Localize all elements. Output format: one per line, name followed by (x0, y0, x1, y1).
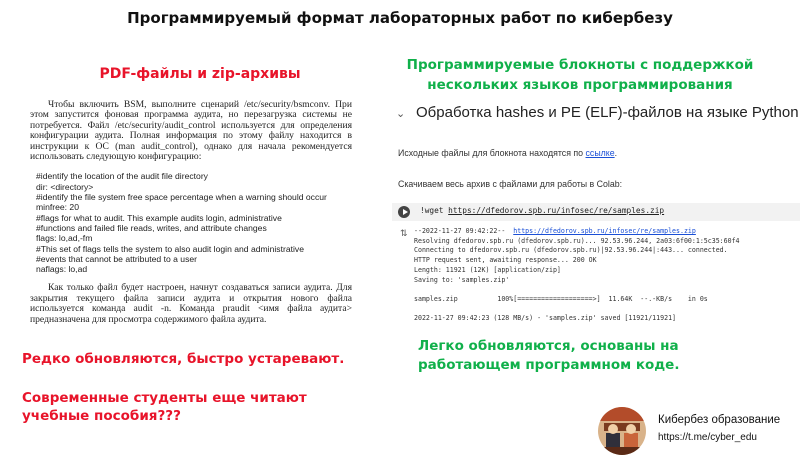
footer-channel-name: Кибербез образование (658, 414, 781, 426)
code-line: #This set of flags tells the system to also audit login and administrative (36, 243, 304, 254)
cmd-prefix: !wget (420, 206, 449, 215)
left-note-outdated: Редко обновляются, быстро устаревают. (22, 351, 345, 367)
code-line: #functions and failed file reads, writes, and attribute changes (36, 222, 267, 233)
code-line: naflags: lo,ad (36, 264, 88, 275)
output-url[interactable]: https://dfedorov.spb.ru/infosec/re/samples.zip (513, 227, 696, 235)
source-text: Исходные файлы для блокнота находятся по (398, 148, 586, 158)
output-line: Connecting to dfedorov.spb.ru (dfedorov.spb.ru)|92.53.96.244|:443... connected. (414, 246, 728, 255)
output-line: samples.zip 100%[===================>] 11.64K --.-KB/s in 0s (414, 294, 708, 303)
chevron-down-icon[interactable]: ⌄ (396, 108, 406, 120)
notebook-text-source (398, 148, 617, 158)
doc-code-block (36, 171, 352, 274)
doc-paragraph-1: Чтобы включить BSM, выполните сценарий /etc/security/bsmconv. При этом запустится фоновая программа аудита, но перезагрузка системы не потребуется. Файл /etc/security/audit_control используется для определения конфигурации аудита. Полная информация по этому файлу находится в инструкции к ОС (man audit_control), однако для начала рекомендуется использовать следующую конфигурацию: (30, 99, 352, 163)
play-circle-icon[interactable] (398, 206, 410, 218)
right-note-easy-update: Легко обновляются, основаны на работающем программном коде. (418, 338, 680, 373)
output-line: 2022-11-27 09:42:23 (128 MB/s) - 'samples.zip' saved [11921/11921] (414, 314, 677, 323)
output-line: --2022-11-27 09:42:22-- (414, 227, 514, 235)
colab-notebook-screenshot (388, 96, 800, 346)
left-heading: PDF-файлы и zip-архивы (99, 66, 301, 82)
right-heading (400, 55, 760, 95)
code-line: minfree: 20 (36, 202, 79, 213)
doc-paragraph-2: Как только файл будет настроен, начнут создаваться записи аудита. Для закрытия текущего файла записи аудита и открытия нового файла используется команда audit -n. Команда praudit <имя файла аудита> предназначена для просмотра содержимого файла аудита. (30, 282, 352, 325)
cell-output (414, 227, 740, 324)
right-heading-line2: нескольких языков программирования (427, 77, 733, 93)
code-line: flags: lo,ad,-fm (36, 233, 93, 244)
right-heading-line1: Программируемые блокноты с поддержкой (406, 57, 754, 73)
output-line: Resolving dfedorov.spb.ru (dfedorov.spb.ru)... 92.53.96.244, 2a03:6f00:1:5c35:60f4 (414, 236, 740, 245)
code-cell-command[interactable] (420, 206, 664, 215)
avatar (598, 407, 646, 455)
output-line: HTTP request sent, awaiting response... 200 OK (414, 256, 597, 265)
output-line: Length: 11921 (12K) [application/zip] (414, 265, 561, 274)
notebook-section-title: Обработка hashes и PE (ELF)-файлов на языке Python (416, 104, 799, 121)
code-line: #identify the file system free space percentage when a warning should occur (36, 192, 327, 203)
output-line: Saving to: 'samples.zip' (414, 275, 510, 284)
code-line: #identify the location of the audit file directory (36, 171, 208, 182)
footer-channel-link[interactable]: https://t.me/cyber_edu (658, 432, 757, 443)
source-link[interactable]: ссылке (585, 148, 615, 158)
pdf-document-excerpt (30, 100, 352, 325)
code-line: #events that cannot be attributed to a user (36, 253, 198, 264)
notebook-text-download: Скачиваем весь архив с файлами для работы в Colab: (398, 179, 623, 189)
code-line: dir: <directory> (36, 181, 94, 192)
left-note-students: Современные студенты еще читают учебные пособия??? (22, 390, 307, 424)
source-text-end: . (614, 148, 618, 158)
code-cell[interactable] (392, 203, 800, 221)
cmd-url: https://dfedorov.spb.ru/infosec/re/samples.zip (448, 206, 665, 215)
page-title: Программируемый формат лабораторных работ по кибербезу (127, 9, 673, 27)
avatar-illustration-icon (598, 407, 646, 455)
notebook-section-heading[interactable] (396, 104, 799, 121)
output-settings-icon[interactable]: ⇅ (400, 228, 408, 238)
code-line: #flags for what to audit. This example audits login, administrative (36, 212, 282, 223)
